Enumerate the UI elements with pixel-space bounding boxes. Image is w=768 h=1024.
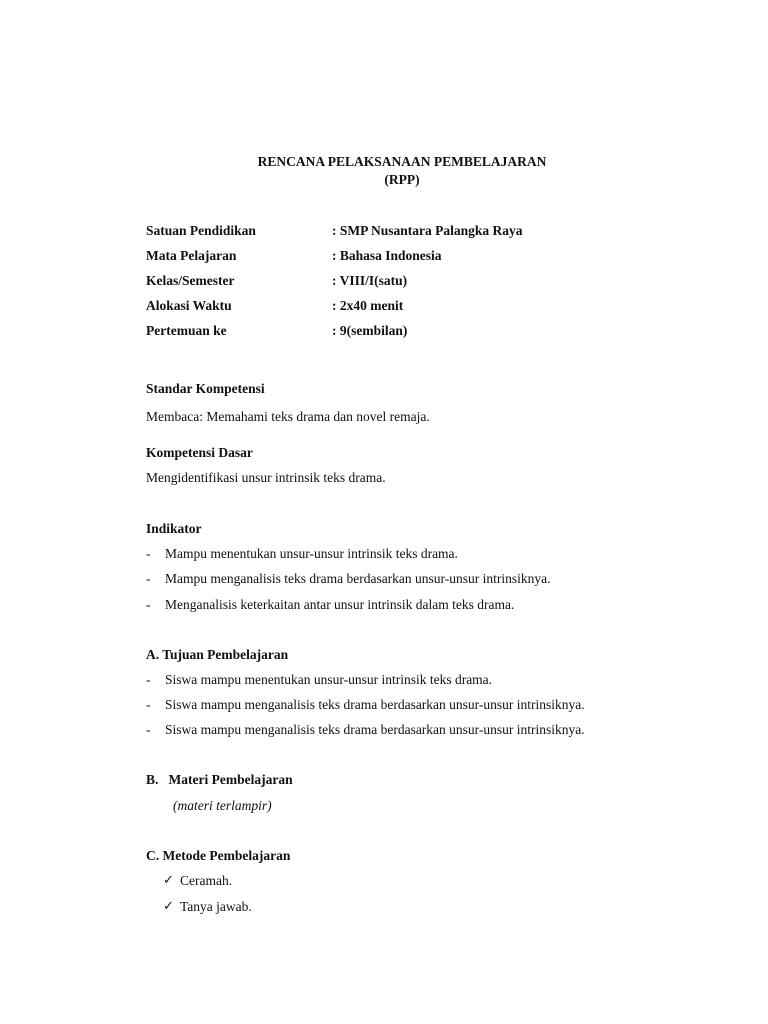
identity-value: : VIII/I(satu) [332, 273, 408, 288]
identity-value: : Bahasa Indonesia [332, 248, 442, 263]
document-title: RENCANA PELAKSANAAN PEMBELAJARAN [257, 154, 547, 169]
standar-kompetensi-heading: Standar Kompetensi [146, 381, 265, 396]
dash-bullet: - [146, 672, 151, 687]
tujuan-heading: A. Tujuan Pembelajaran [146, 647, 289, 662]
indikator-item-text: Menganalisis keterkaitan antar unsur intrinsik dalam teks drama. [165, 597, 515, 612]
identity-value: : 2x40 menit [332, 298, 404, 313]
dash-bullet: - [146, 597, 151, 612]
dash-bullet: - [146, 571, 151, 586]
checkmark-icon: ✓ [163, 899, 174, 914]
metode-item-text: Tanya jawab. [180, 899, 252, 914]
document-subtitle: (RPP) [384, 172, 420, 187]
tujuan-item-text: Siswa mampu menganalisis teks drama berdasarkan unsur-unsur intrinsiknya. [165, 697, 585, 712]
tujuan-item-text: Siswa mampu menentukan unsur-unsur intrinsik teks drama. [165, 672, 493, 687]
identity-label: Alokasi Waktu [146, 298, 232, 313]
checkmark-icon: ✓ [163, 873, 174, 888]
dash-bullet: - [146, 722, 151, 737]
kompetensi-dasar-heading: Kompetensi Dasar [146, 445, 253, 460]
materi-heading: B. Materi Pembelajaran [146, 772, 293, 787]
metode-heading: C. Metode Pembelajaran [146, 848, 291, 863]
identity-value: : 9(sembilan) [332, 323, 408, 338]
identity-label: Pertemuan ke [146, 323, 227, 338]
identity-label: Satuan Pendidikan [146, 223, 256, 238]
dash-bullet: - [146, 697, 151, 712]
indikator-item-text: Mampu menentukan unsur-unsur intrinsik teks drama. [165, 546, 458, 561]
standar-kompetensi-text: Membaca: Memahami teks drama dan novel remaja. [146, 409, 430, 424]
tujuan-item-text: Siswa mampu menganalisis teks drama berdasarkan unsur-unsur intrinsiknya. [165, 722, 585, 737]
identity-value: : SMP Nusantara Palangka Raya [332, 223, 523, 238]
dash-bullet: - [146, 546, 151, 561]
metode-item-text: Ceramah. [180, 873, 233, 888]
indikator-item-text: Mampu menganalisis teks drama berdasarkan unsur-unsur intrinsiknya. [165, 571, 551, 586]
materi-note: (materi terlampir) [173, 798, 272, 813]
indikator-heading: Indikator [146, 521, 202, 536]
identity-label: Mata Pelajaran [146, 248, 237, 263]
kompetensi-dasar-text: Mengidentifikasi unsur intrinsik teks drama. [146, 470, 386, 485]
identity-label: Kelas/Semester [146, 273, 235, 288]
